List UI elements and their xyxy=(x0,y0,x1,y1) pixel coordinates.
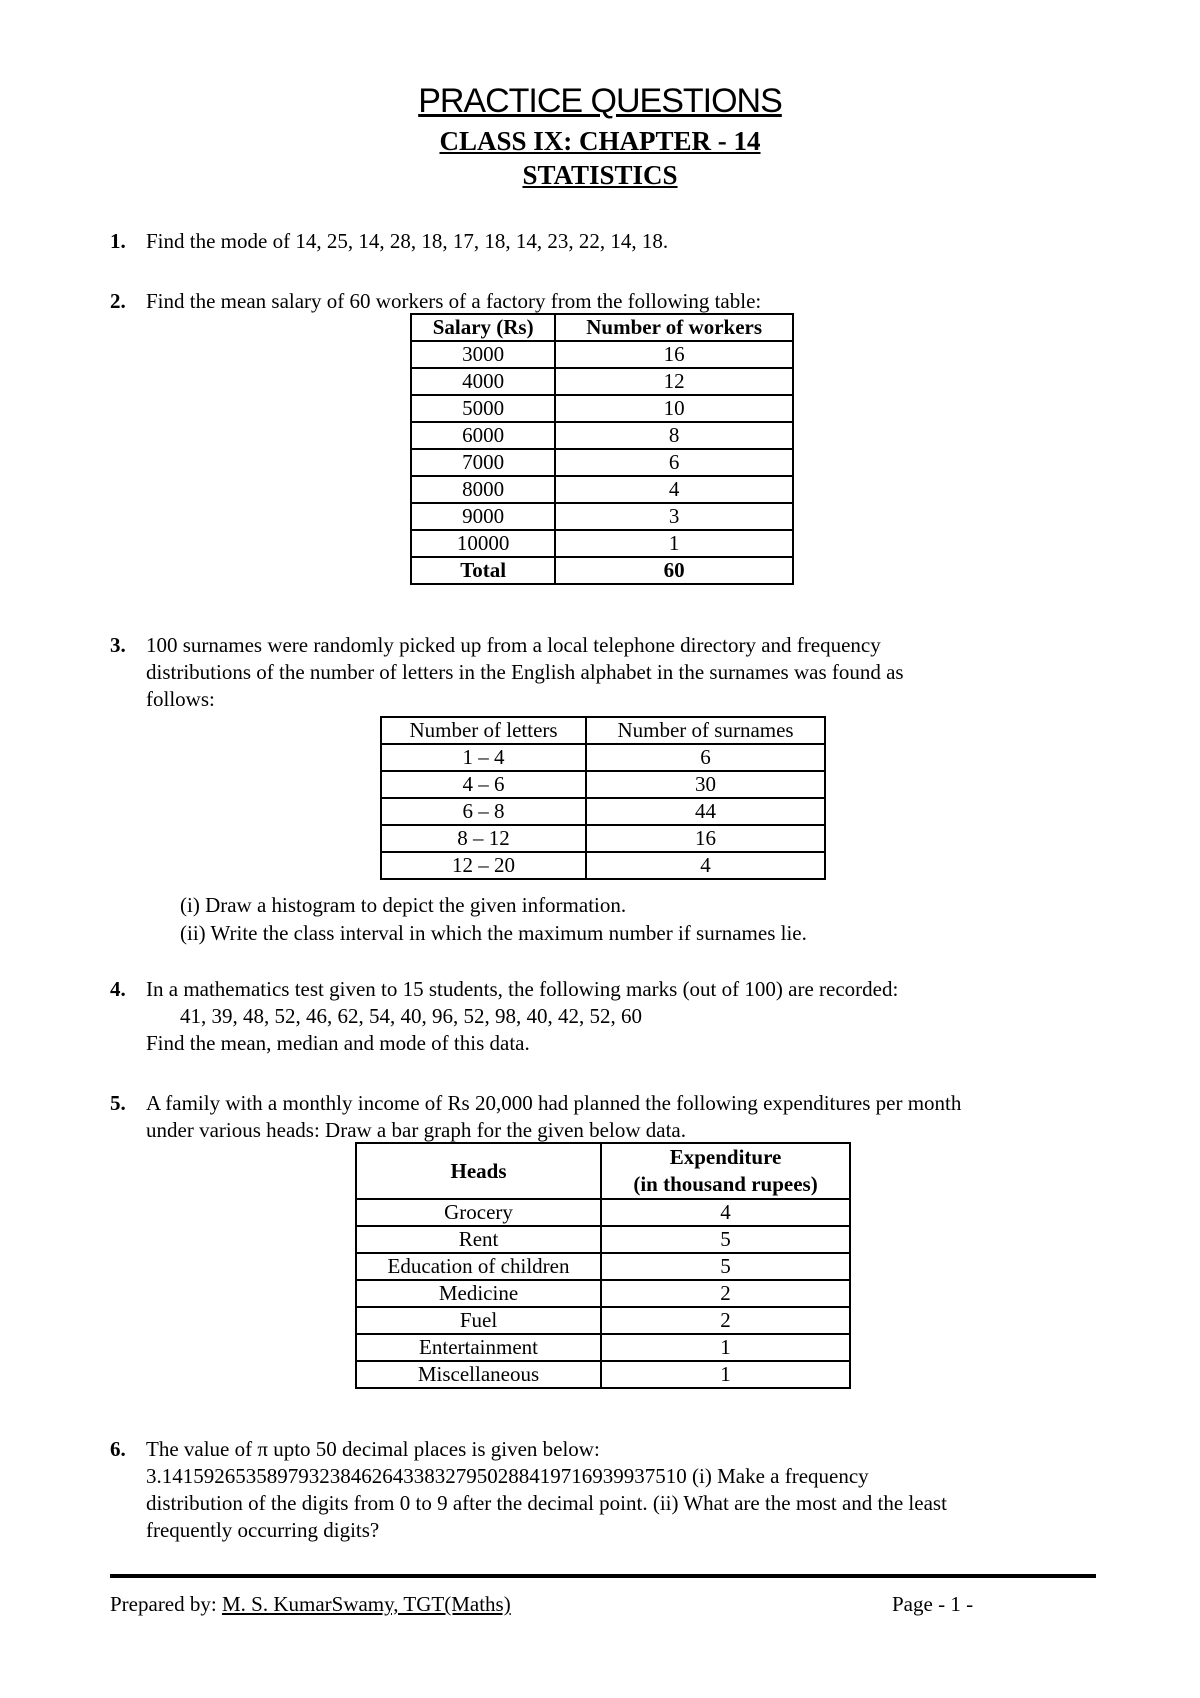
question-text-line: In a mathematics test given to 15 students, the following marks (out of 100) are recorded: xyxy=(146,977,899,1001)
table-cell: 3 xyxy=(555,503,793,530)
table-cell: 12 – 20 xyxy=(381,852,586,879)
question-text-line: distributions of the number of letters in the English alphabet in the surnames was found as xyxy=(146,660,904,684)
table-cell: 16 xyxy=(555,341,793,368)
table-cell: 3000 xyxy=(411,341,555,368)
sub-question-i: (i) Draw a histogram to depict the given information. xyxy=(180,893,627,917)
table-row xyxy=(381,744,825,771)
table-row xyxy=(356,1280,850,1307)
table-cell: 6 – 8 xyxy=(381,798,586,825)
table-cell: 6 xyxy=(555,449,793,476)
footer-divider xyxy=(110,1574,1096,1578)
question-text-line: Find the mean, median and mode of this data. xyxy=(146,1031,530,1055)
table-cell: 9000 xyxy=(411,503,555,530)
table-row xyxy=(411,422,793,449)
table-cell: Miscellaneous xyxy=(356,1361,601,1388)
table-row xyxy=(381,771,825,798)
question-text: Find the mean salary of 60 workers of a factory from the following table: xyxy=(146,289,762,313)
question-4 xyxy=(110,976,1110,1057)
table-cell: 6000 xyxy=(411,422,555,449)
table-cell: 7000 xyxy=(411,449,555,476)
column-header: Number of letters xyxy=(381,717,586,744)
table-row xyxy=(381,798,825,825)
sub-question-ii: (ii) Write the class interval in which the maximum number if surnames lie. xyxy=(180,921,807,945)
table-row xyxy=(411,503,793,530)
table-cell: 6 xyxy=(586,744,825,771)
author-name: M. S. KumarSwamy, TGT(Maths) xyxy=(221,1592,511,1616)
table-cell: 8000 xyxy=(411,476,555,503)
table-cell: Education of children xyxy=(356,1253,601,1280)
table-cell: 44 xyxy=(586,798,825,825)
salary-table xyxy=(410,313,794,585)
table-cell: Total xyxy=(411,557,555,584)
question-6 xyxy=(110,1436,1110,1544)
table-row xyxy=(356,1361,850,1388)
table-cell: 4 xyxy=(586,852,825,879)
table-row xyxy=(381,825,825,852)
table-cell: 5000 xyxy=(411,395,555,422)
table-cell: Medicine xyxy=(356,1280,601,1307)
surnames-table xyxy=(380,716,826,880)
expenditure-table xyxy=(355,1142,851,1389)
question-text-line: follows: xyxy=(146,687,215,711)
table-cell: Entertainment xyxy=(356,1334,601,1361)
table-cell: 8 – 12 xyxy=(381,825,586,852)
table-cell: 4 xyxy=(601,1199,850,1226)
table-row xyxy=(411,341,793,368)
question-3 xyxy=(110,632,1110,713)
page-title: PRACTICE QUESTIONS xyxy=(418,82,782,120)
page-number: Page - 1 - xyxy=(892,1592,974,1616)
column-header: Number of workers xyxy=(555,314,793,341)
table-cell: 1 xyxy=(555,530,793,557)
table-header-row xyxy=(356,1143,850,1199)
table-cell: 16 xyxy=(586,825,825,852)
question-5 xyxy=(110,1090,1110,1144)
pi-digits-line: 3.14159265358979323846264338327950288419716939937510 (i) Make a frequency xyxy=(146,1464,869,1488)
question-text-line: frequently occurring digits? xyxy=(146,1518,380,1542)
prepared-by-label: Prepared by: xyxy=(110,1592,222,1616)
question-number: 5. xyxy=(110,1091,126,1115)
table-cell: Grocery xyxy=(356,1199,601,1226)
table-cell: 12 xyxy=(555,368,793,395)
column-header: Salary (Rs) xyxy=(411,314,555,341)
footer-credit xyxy=(110,1592,511,1617)
table-cell: 5 xyxy=(601,1253,850,1280)
subject-heading: STATISTICS xyxy=(522,160,678,190)
question-text-line: A family with a monthly income of Rs 20,000 had planned the following expenditures per month xyxy=(146,1091,962,1115)
question-number: 1. xyxy=(110,229,126,253)
table-header-row xyxy=(381,717,825,744)
column-header: Number of surnames xyxy=(586,717,825,744)
table-cell: 60 xyxy=(555,557,793,584)
table-row xyxy=(356,1334,850,1361)
question-number: 4. xyxy=(110,977,126,1001)
question-number: 2. xyxy=(110,289,126,313)
question-text-line: under various heads: Draw a bar graph for the given below data. xyxy=(146,1118,686,1142)
table-row xyxy=(411,449,793,476)
table-row xyxy=(411,395,793,422)
table-cell: 4000 xyxy=(411,368,555,395)
question-text-line: The value of π upto 50 decimal places is given below: xyxy=(146,1437,600,1461)
question-1 xyxy=(110,228,1110,255)
table-cell: 5 xyxy=(601,1226,850,1253)
question-text: Find the mode of 14, 25, 14, 28, 18, 17, 18, 14, 23, 22, 14, 18. xyxy=(146,229,669,253)
column-header: Heads xyxy=(356,1143,601,1199)
table-row xyxy=(411,368,793,395)
table-row xyxy=(411,530,793,557)
table-total-row xyxy=(411,557,793,584)
table-header-row xyxy=(411,314,793,341)
table-cell: 1 xyxy=(601,1334,850,1361)
question-number: 3. xyxy=(110,633,126,657)
question-text-line: distribution of the digits from 0 to 9 after the decimal point. (ii) What are the most and the least xyxy=(146,1491,947,1515)
table-cell: 30 xyxy=(586,771,825,798)
column-header-line: (in thousand rupees) xyxy=(633,1172,818,1196)
table-cell: 1 xyxy=(601,1361,850,1388)
table-cell: Fuel xyxy=(356,1307,601,1334)
table-row xyxy=(356,1199,850,1226)
class-chapter-heading: CLASS IX: CHAPTER - 14 xyxy=(439,126,761,156)
table-row xyxy=(381,852,825,879)
table-cell: 2 xyxy=(601,1307,850,1334)
column-header-line: Expenditure xyxy=(669,1145,782,1169)
table-row xyxy=(356,1307,850,1334)
question-number: 6. xyxy=(110,1437,126,1461)
question-text-line: 100 surnames were randomly picked up from a local telephone directory and frequency xyxy=(146,633,881,657)
column-header xyxy=(601,1143,850,1199)
table-cell: 10000 xyxy=(411,530,555,557)
marks-data-line: 41, 39, 48, 52, 46, 62, 54, 40, 96, 52, 98, 40, 42, 52, 60 xyxy=(180,1004,642,1028)
table-cell: 4 xyxy=(555,476,793,503)
table-cell: 1 – 4 xyxy=(381,744,586,771)
question-2 xyxy=(110,288,1110,315)
table-row xyxy=(356,1253,850,1280)
table-cell: 4 – 6 xyxy=(381,771,586,798)
table-cell: 10 xyxy=(555,395,793,422)
table-cell: Rent xyxy=(356,1226,601,1253)
table-cell: 2 xyxy=(601,1280,850,1307)
table-cell: 8 xyxy=(555,422,793,449)
table-row xyxy=(356,1226,850,1253)
table-row xyxy=(411,476,793,503)
